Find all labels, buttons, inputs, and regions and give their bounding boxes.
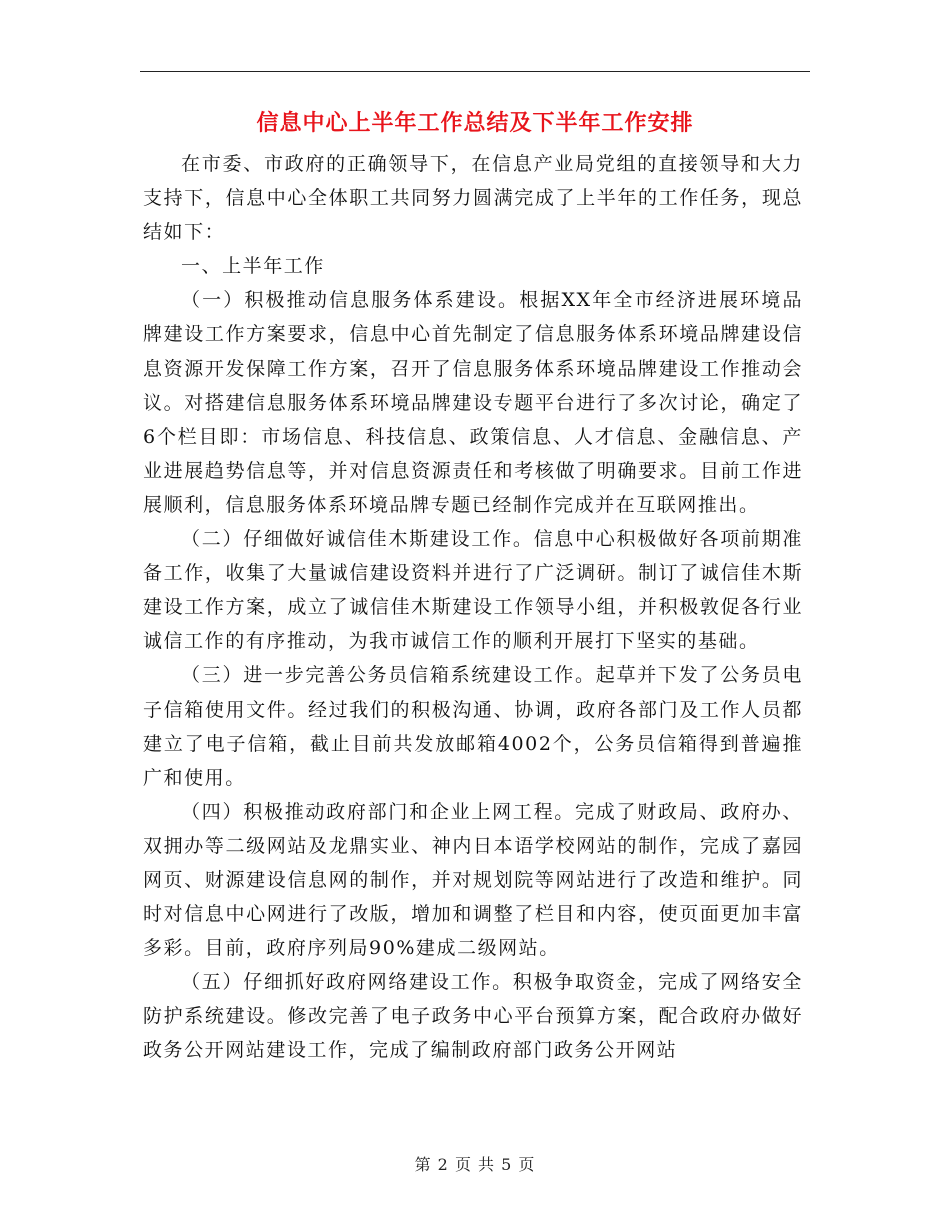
document-body	[143, 147, 803, 1068]
paragraph-item-3: （三）进一步完善公务员信箱系统建设工作。起草并下发了公务员电子信箱使用文件。经过我们的积极沟通、协调，政府各部门及工作人员都建立了电子信箱，截止目前共发放邮箱4002个，公务员信箱得到普遍推广和使用。	[143, 664, 803, 789]
section-heading: 一、上半年工作	[181, 255, 325, 278]
paragraph-item-4: （四）积极推动政府部门和企业上网工程。完成了财政局、政府办、双拥办等二级网站及龙鼎实业、神内日本语学校网站的制作，完成了嘉园网页、财源建设信息网的制作，并对规划院等网站进行了改造和维护。同时对信息中心网进行了改版，增加和调整了栏目和内容，使页面更加丰富多彩。目前，政府序列局90%建成二级网站。	[143, 800, 803, 960]
document-title: 信息中心上半年工作总结及下半年工作安排	[256, 111, 694, 136]
paragraph-intro: 在市委、市政府的正确领导下，在信息产业局党组的直接领导和大力支持下，信息中心全体职工共同努力圆满完成了上半年的工作任务，现总结如下：	[143, 153, 803, 244]
paragraph-item-2: （二）仔细做好诚信佳木斯建设工作。信息中心积极做好各项前期准备工作，收集了大量诚信建设资料并进行了广泛调研。制订了诚信佳木斯建设工作方案，成立了诚信佳木斯建设工作领导小组，并积极敦促各行业诚信工作的有序推动，为我市诚信工作的顺利开展打下坚实的基础。	[143, 528, 803, 653]
header-rule	[140, 71, 810, 72]
page-number: 第 2 页 共 5 页	[414, 1155, 536, 1174]
paragraph-item-1: （一）积极推动信息服务体系建设。根据XX年全市经济进展环境品牌建设工作方案要求，信息中心首先制定了信息服务体系环境品牌建设信息资源开发保障工作方案，召开了信息服务体系环境品牌建设工作推动会议。对搭建信息服务体系环境品牌建设专题平台进行了多次讨论，确定了6个栏目即：市场信息、科技信息、政策信息、人才信息、金融信息、产业进展趋势信息等，并对信息资源责任和考核做了明确要求。目前工作进展顺利，信息服务体系环境品牌专题已经制作完成并在互联网推出。	[143, 289, 803, 516]
paragraph-item-5: （五）仔细抓好政府网络建设工作。积极争取资金，完成了网络安全防护系统建设。修改完善了电子政务中心平台预算方案，配合政府办做好政务公开网站建设工作，完成了编制政府部门政务公开网站	[143, 971, 803, 1062]
